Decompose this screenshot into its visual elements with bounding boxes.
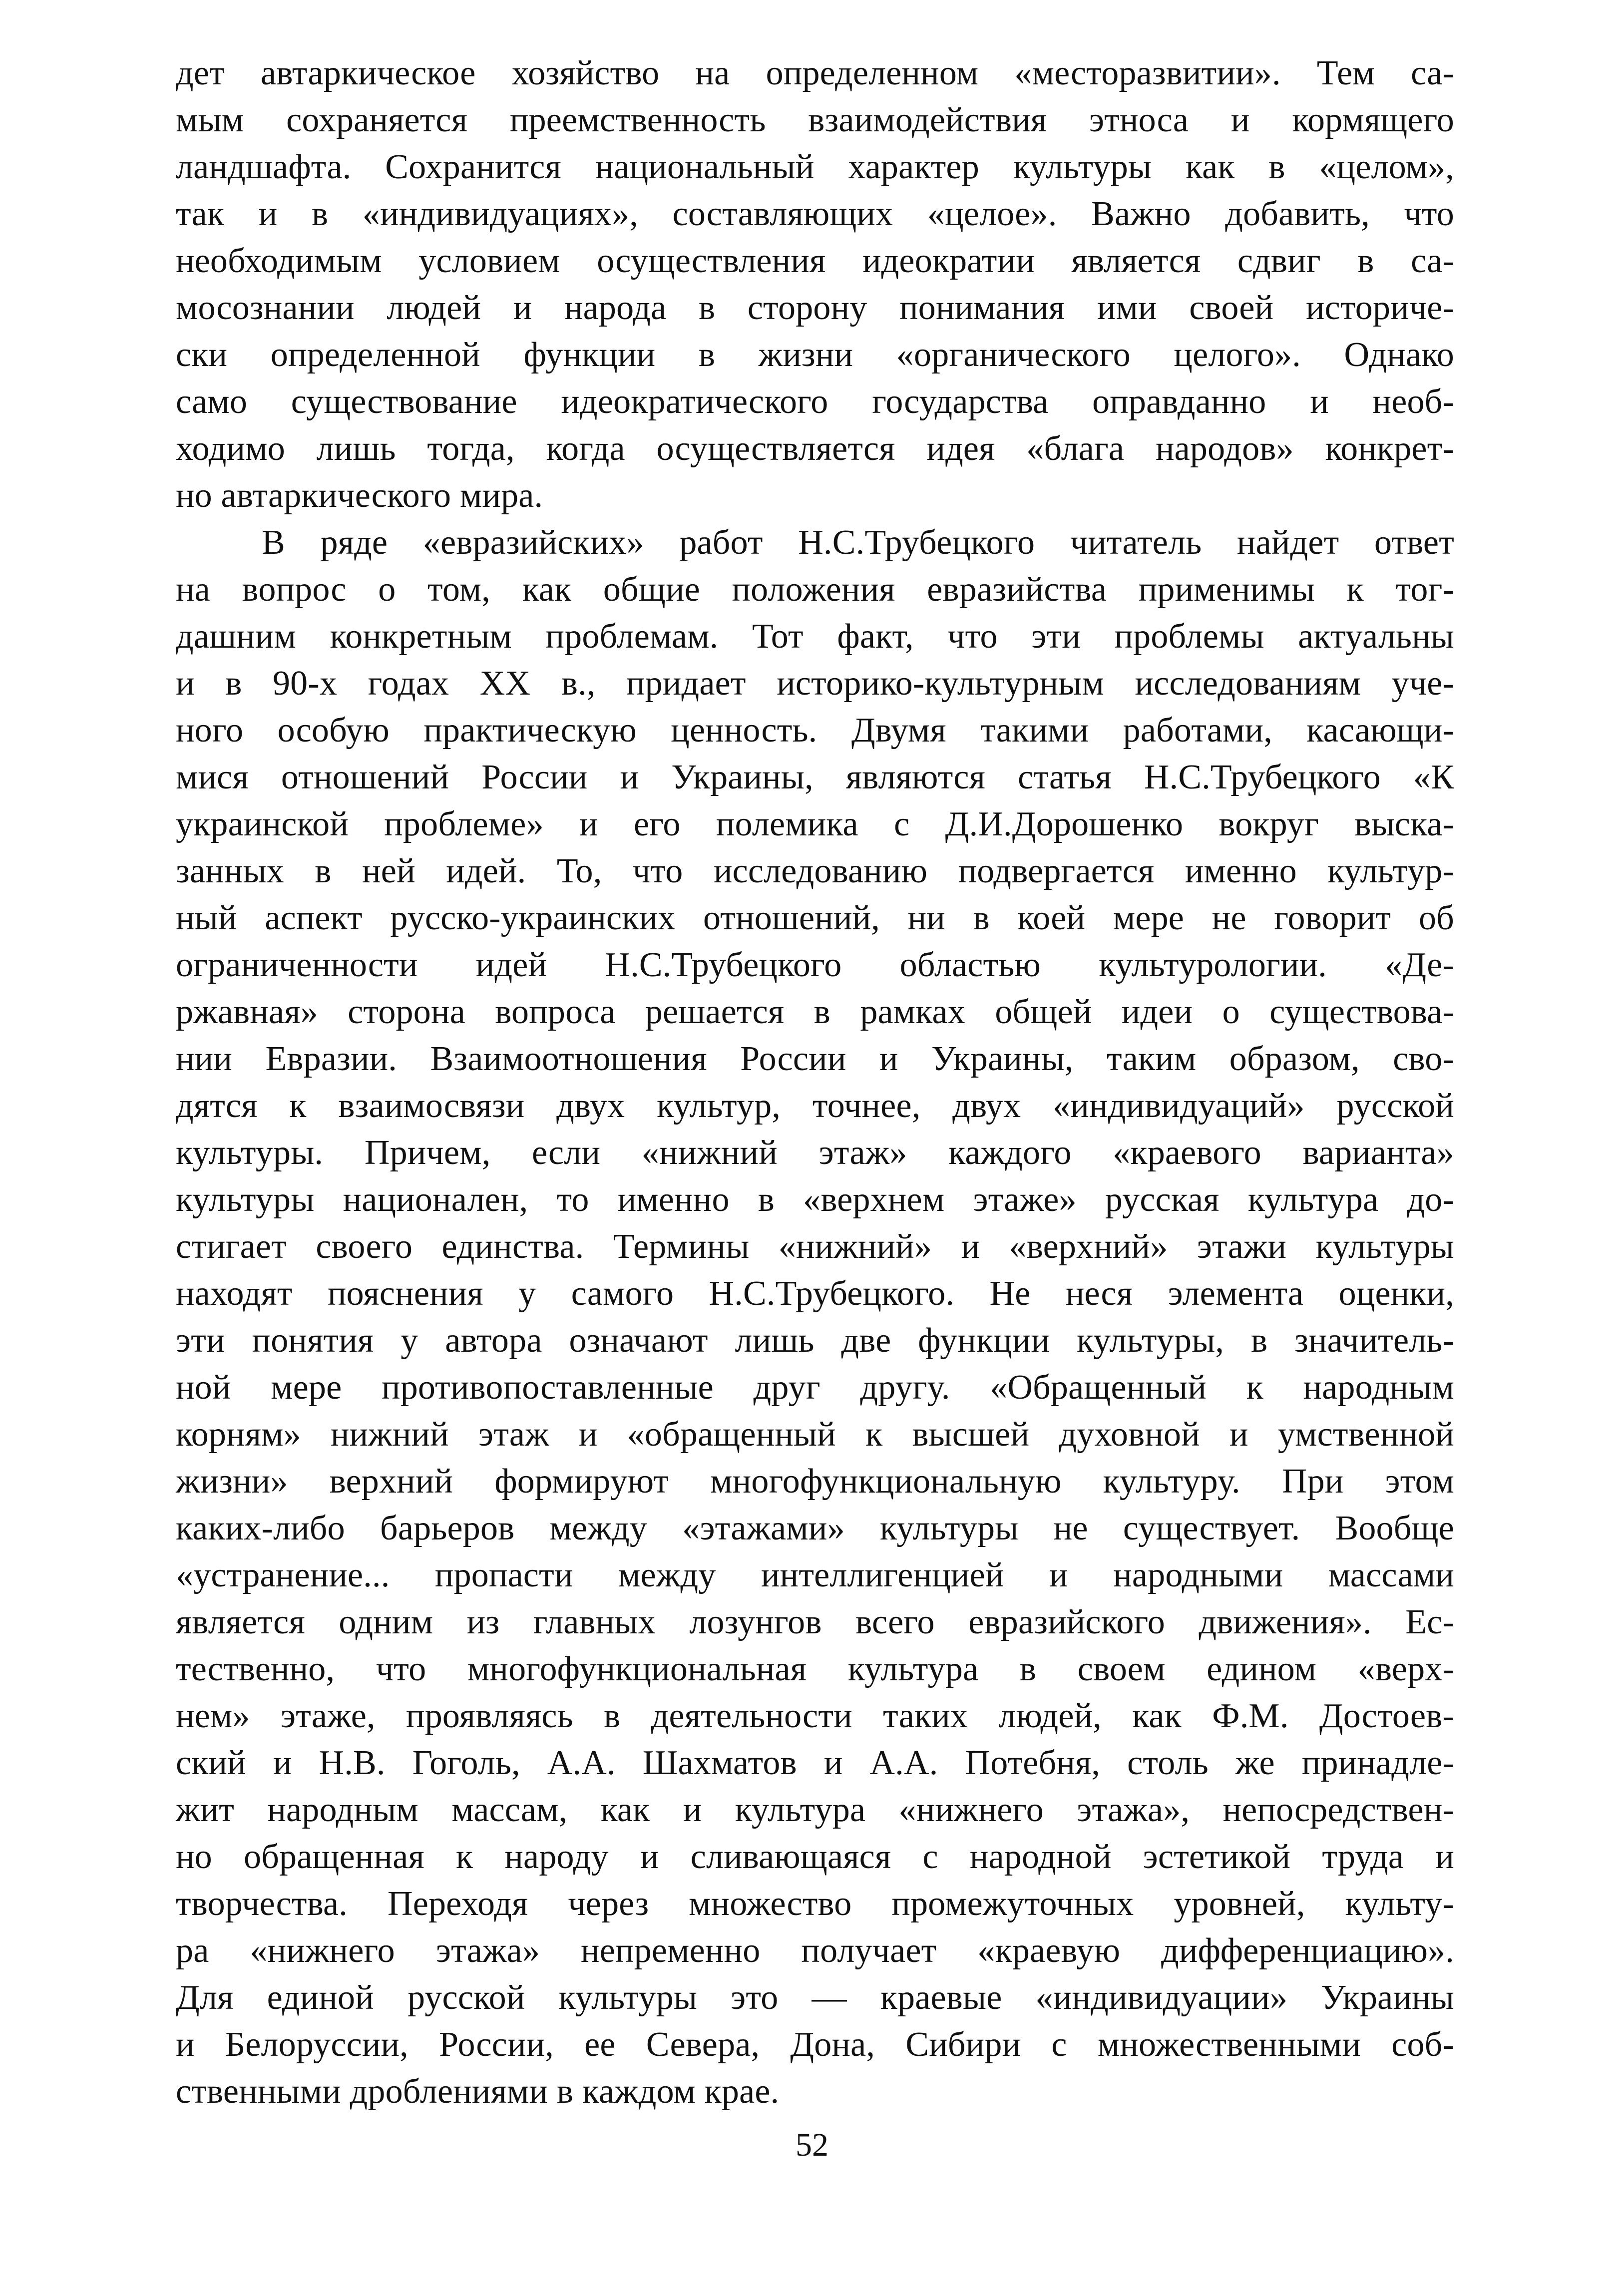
text-line: творчества. Переходя через множество промежуточных уровней, культу-	[176, 1885, 1454, 1923]
text-line: дашним конкретным проблемам. Тот факт, что эти проблемы актуальны	[176, 617, 1454, 656]
text-line: занных в ней идей. То, что исследованию подвергается именно культур-	[176, 852, 1454, 890]
text-line: украинской проблеме» и его полемика с Д.И.Дорошенко вокруг выска-	[176, 805, 1454, 843]
text-line: каких-либо барьеров между «этажами» культуры не существует. Вообще	[176, 1509, 1454, 1547]
text-line: жизни» верхний формируют многофункциональную культуру. При этом	[176, 1462, 1454, 1501]
paragraph	[176, 50, 1454, 519]
text-line: ной мере противопоставленные друг другу. «Обращенный к народным	[176, 1368, 1454, 1407]
text-line: ски определенной функции в жизни «органического целого». Однако	[176, 336, 1454, 374]
text-line: мосознании людей и народа в сторону понимания ими своей историче-	[176, 289, 1454, 327]
text-line: дятся к взаимосвязи двух культур, точнее, двух «индивидуаций» русской	[176, 1087, 1454, 1125]
text-line: жит народным массам, как и культура «нижнего этажа», непосредствен-	[176, 1791, 1454, 1829]
text-line: ного особую практическую ценность. Двумя такими работами, касающи-	[176, 711, 1454, 750]
text-line: ра «нижнего этажа» непременно получает «краевую дифференциацию».	[176, 1931, 1454, 1970]
text-line: необходимым условием осуществления идеократии является сдвиг в са-	[176, 242, 1454, 280]
text-line: находят пояснения у самого Н.С.Трубецкого. Не неся элемента оценки,	[176, 1274, 1454, 1313]
text-line: «устранение... пропасти между интеллигенцией и народными массами	[176, 1556, 1454, 1594]
body-text	[176, 50, 1454, 2115]
text-line: ственными дроблениями в каждом крае.	[176, 2072, 780, 2111]
text-line: ский и Н.В. Гоголь, А.А. Шахматов и А.А. Потебня, столь же принадле-	[176, 1744, 1454, 1782]
text-line: культуры национален, то именно в «верхнем этаже» русская культура до-	[176, 1180, 1454, 1219]
text-line: эти понятия у автора означают лишь две функции культуры, в значитель-	[176, 1321, 1454, 1360]
text-line: дет автаркическое хозяйство на определенном «месторазвитии». Тем са-	[176, 54, 1454, 92]
text-line: тественно, что многофункциональная культура в своем едином «верх-	[176, 1650, 1454, 1688]
text-line: ный аспект русско-украинских отношений, ни в коей мере не говорит об	[176, 899, 1454, 937]
text-line: стигает своего единства. Термины «нижний» и «верхний» этажи культуры	[176, 1227, 1454, 1266]
text-line: мым сохраняется преемственность взаимодействия этноса и кормящего	[176, 101, 1454, 139]
text-line: культуры. Причем, если «нижний этаж» каждого «краевого варианта»	[176, 1134, 1454, 1172]
paragraph	[176, 519, 1454, 2115]
page-number: 52	[796, 2127, 828, 2163]
text-line: но автаркического мира.	[176, 476, 543, 515]
text-line: ландшафта. Сохранится национальный характер культуры как в «целом»,	[176, 148, 1454, 186]
text-line: ограниченности идей Н.С.Трубецкого областью культурологии. «Де-	[176, 946, 1454, 984]
text-line: но обращенная к народу и сливающаяся с народной эстетикой труда и	[176, 1838, 1454, 1876]
text-line: и Белоруссии, России, ее Севера, Дона, Сибири с множественными соб-	[176, 2025, 1454, 2064]
text-line: само существование идеократического государства оправданно и необ-	[176, 382, 1454, 421]
text-line: ходимо лишь тогда, когда осуществляется идея «блага народов» конкрет-	[176, 429, 1454, 468]
text-line: нем» этаже, проявляясь в деятельности таких людей, как Ф.М. Достоев-	[176, 1697, 1454, 1735]
text-line: нии Евразии. Взаимоотношения России и Украины, таким образом, сво-	[176, 1040, 1454, 1078]
text-line: мися отношений России и Украины, являются статья Н.С.Трубецкого «К	[176, 758, 1454, 796]
text-line: ржавная» сторона вопроса решается в рамках общей идеи о существова-	[176, 993, 1454, 1031]
text-line: на вопрос о том, как общие положения евразийства применимы к тог-	[176, 570, 1454, 609]
text-line: корням» нижний этаж и «обращенный к высшей духовной и умственной	[176, 1415, 1454, 1454]
text-line: и в 90-х годах XX в., придает историко-культурным исследованиям уче-	[176, 664, 1454, 703]
text-line: Для единой русской культуры это — краевые «индивидуации» Украины	[176, 1978, 1454, 2017]
text-line: так и в «индивидуациях», составляющих «целое». Важно добавить, что	[176, 195, 1454, 233]
text-line: В ряде «евразийских» работ Н.С.Трубецкого читатель найдет ответ	[262, 523, 1454, 562]
text-line: является одним из главных лозунгов всего евразийского движения». Ес-	[176, 1603, 1454, 1641]
